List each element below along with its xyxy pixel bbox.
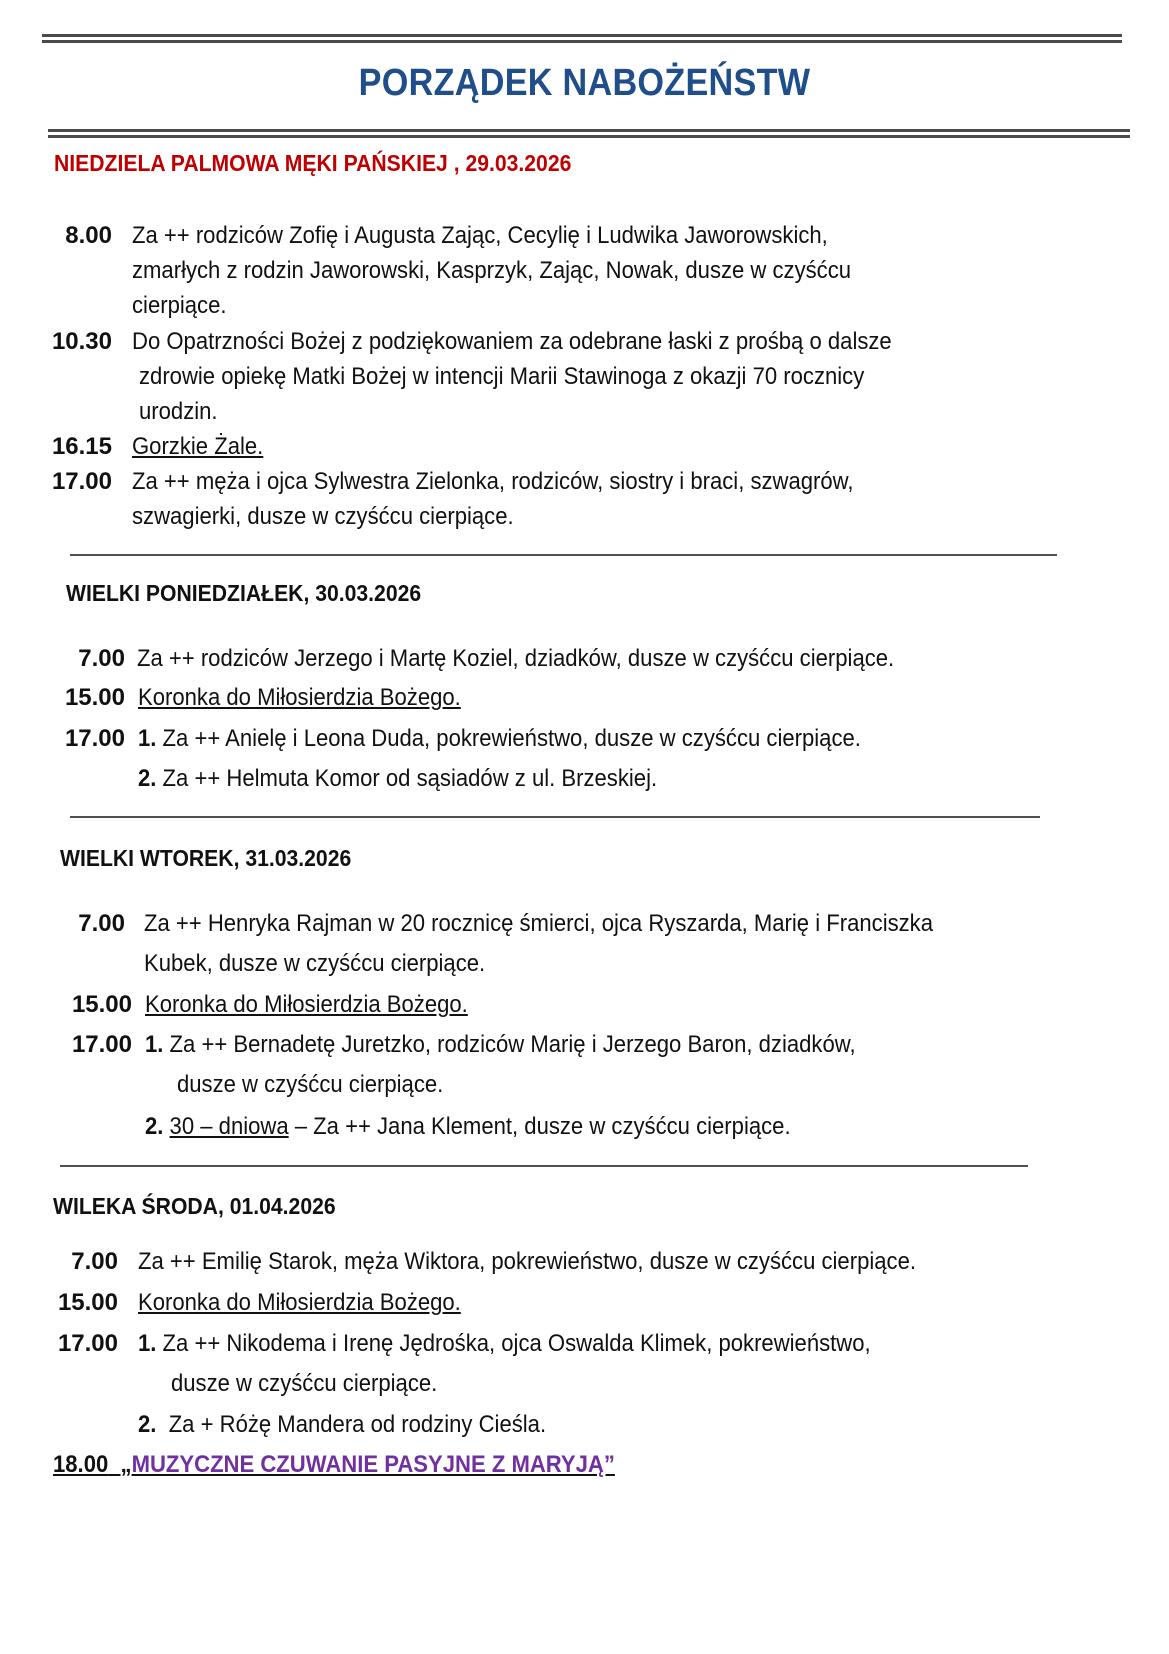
entry-text: zdrowie opiekę Matki Bożej w intencji Marii Stawinoga z okazji 70 rocznicy xyxy=(139,363,865,390)
entry-text: dusze w czyśćcu cierpiące. xyxy=(171,1370,438,1397)
entry-time: 7.00 xyxy=(78,910,125,937)
entry-text: Za ++ rodziców Zofię i Augusta Zając, Cecylię i Ludwika Jaworowskich, xyxy=(132,222,828,249)
entry-text: dusze w czyśćcu cierpiące. xyxy=(177,1071,444,1098)
day-heading: WIELKI PONIEDZIAŁEK, 30.03.2026 xyxy=(66,580,422,606)
entry-time: 17.00 xyxy=(64,725,125,752)
entry-text: urodzin. xyxy=(139,398,218,425)
entry-subitem xyxy=(138,725,861,753)
entry-time: 16.15 xyxy=(51,433,112,460)
event-line xyxy=(53,1451,615,1479)
entry-text: Za ++ Anielę i Leona Duda, pokrewieństwo, dusze w czyśćcu cierpiące. xyxy=(162,725,861,752)
entry-time: 10.30 xyxy=(51,328,112,355)
section-divider xyxy=(70,816,1040,818)
entry-underlined-text: 30 – dniowa xyxy=(169,1113,289,1140)
entry-text: Za ++ Henryka Rajman w 20 rocznicę śmierci, ojca Ryszarda, Marię i Franciszka xyxy=(144,910,934,937)
entry-subitem xyxy=(145,1113,791,1141)
entry-time: 17.00 xyxy=(51,468,112,495)
day-heading: WILEKA ŚRODA, 01.04.2026 xyxy=(53,1193,336,1219)
entry-time: 15.00 xyxy=(64,684,125,711)
item-number: 2. xyxy=(138,765,157,792)
entry-text: Za ++ Helmuta Komor od sąsiadów z ul. Brzeskiej. xyxy=(162,765,658,792)
entry-text: Za + Różę Mandera od rodziny Cieśla. xyxy=(168,1411,547,1438)
entry-time: 7.00 xyxy=(71,1248,118,1275)
entry-text: Kubek, dusze w czyśćcu cierpiące. xyxy=(144,950,486,977)
entry-subitem xyxy=(145,1031,856,1059)
item-number: 1. xyxy=(145,1031,164,1058)
entry-subitem xyxy=(138,765,657,793)
entry-text: Za ++ rodziców Jerzego i Martę Koziel, dziadków, dusze w czyśćcu cierpiące. xyxy=(137,645,895,672)
top-double-rule xyxy=(42,34,1122,42)
entry-text: Koronka do Miłosierdzia Bożego. xyxy=(138,684,461,711)
entry-text: – Za ++ Jana Klement, dusze w czyśćcu cierpiące. xyxy=(288,1113,791,1140)
entry-text: Za ++ Nikodema i Irenę Jędrośka, ojca Oswalda Klimek, pokrewieństwo, xyxy=(162,1330,871,1357)
day-heading: NIEDZIELA PALMOWA MĘKI PAŃSKIEJ , 29.03.2026 xyxy=(54,150,572,176)
entry-subitem xyxy=(138,1411,546,1439)
section-divider xyxy=(70,554,1057,556)
day-heading: WIELKI WTOREK, 31.03.2026 xyxy=(60,845,352,871)
entry-text: Za ++ Bernadetę Juretzko, rodziców Marię i Jerzego Baron, dziadków, xyxy=(169,1031,856,1058)
entry-text: cierpiące. xyxy=(132,292,227,319)
title-double-rule xyxy=(48,129,1130,137)
entry-text: Koronka do Miłosierdzia Bożego. xyxy=(138,1289,461,1316)
item-number: 2. xyxy=(138,1411,157,1438)
entry-time: 15.00 xyxy=(71,991,132,1018)
entry-subitem xyxy=(138,1330,871,1358)
entry-time: 17.00 xyxy=(57,1330,118,1357)
entry-time: 8.00 xyxy=(65,222,112,249)
entry-text: zmarłych z rodzin Jaworowski, Kasprzyk, Zając, Nowak, dusze w czyśćcu xyxy=(132,257,852,284)
event-title: MUZYCZNE CZUWANIE PASYJNE Z MARYJĄ” xyxy=(131,1451,615,1478)
item-number: 1. xyxy=(138,725,157,752)
entry-text: Koronka do Miłosierdzia Bożego. xyxy=(145,991,468,1018)
section-divider xyxy=(60,1165,1028,1167)
item-number: 2. xyxy=(145,1113,164,1140)
entry-time: 7.00 xyxy=(78,645,125,672)
quote-open: „ xyxy=(120,1451,132,1478)
page-title: PORZĄDEK NABOŻEŃSTW xyxy=(358,62,811,104)
item-number: 1. xyxy=(138,1330,157,1357)
entry-text: Za ++ Emilię Starok, męża Wiktora, pokrewieństwo, dusze w czyśćcu cierpiące. xyxy=(138,1248,916,1275)
entry-text: szwagierki, dusze w czyśćcu cierpiące. xyxy=(132,503,514,530)
entry-time: 17.00 xyxy=(71,1031,132,1058)
entry-text: Za ++ męża i ojca Sylwestra Zielonka, rodziców, siostry i braci, szwagrów, xyxy=(132,468,854,495)
entry-time: 15.00 xyxy=(57,1289,118,1316)
entry-text: Do Opatrzności Bożej z podziękowaniem za odebrane łaski z prośbą o dalsze xyxy=(132,328,892,355)
entry-time: 18.00 xyxy=(53,1451,109,1478)
entry-text: Gorzkie Żale. xyxy=(132,433,264,460)
